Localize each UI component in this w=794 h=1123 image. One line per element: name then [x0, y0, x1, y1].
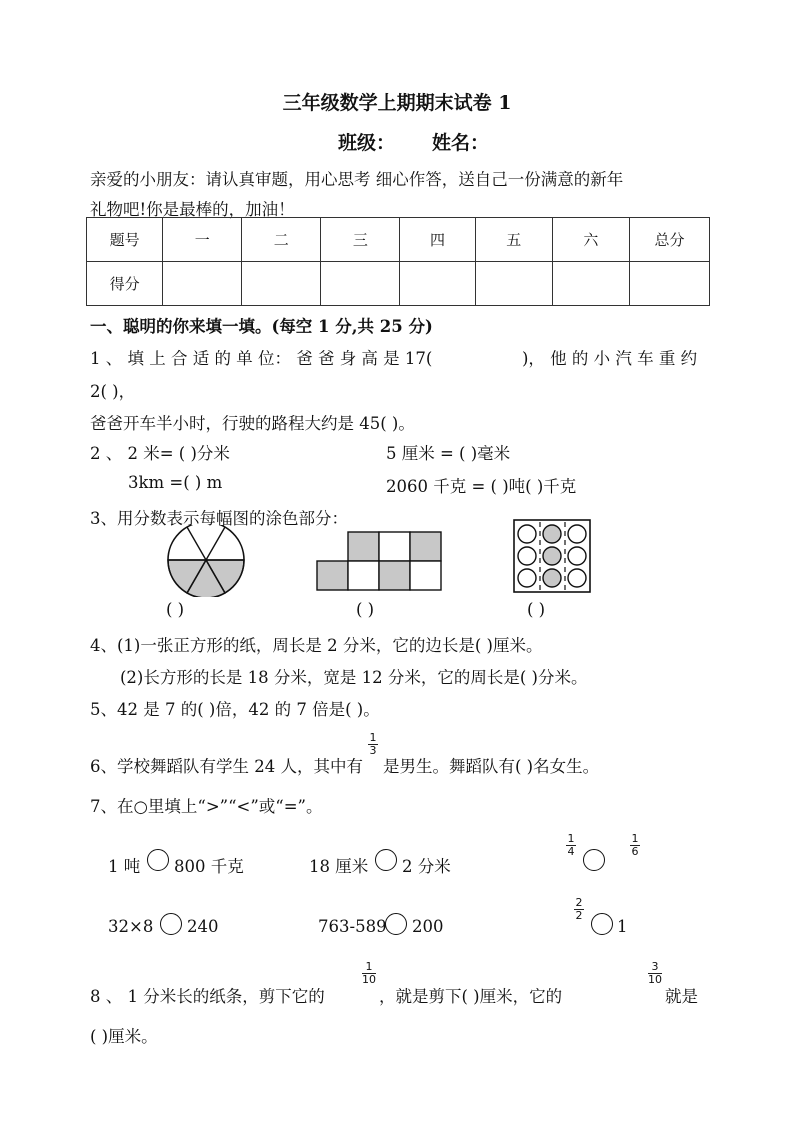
score-cell[interactable] — [163, 262, 242, 306]
q6-fraction — [368, 732, 378, 757]
intro-line-2: 礼物吧!你是最棒的，加油！ — [90, 200, 295, 219]
score-cell[interactable] — [400, 262, 475, 306]
score-row-label: 得分 — [87, 262, 163, 306]
q8-line2: ( )厘米。 — [90, 1027, 158, 1046]
fraction-numerator: 1 — [369, 731, 377, 744]
fraction-denominator: 4 — [567, 845, 575, 858]
score-header-cell: 题号 — [87, 218, 163, 262]
grid-cell — [348, 561, 379, 590]
q7-r2-item-1: 32×8 — [108, 917, 154, 936]
q7-r2-right-value: 1 — [617, 917, 628, 936]
q8-fraction-2 — [648, 961, 662, 986]
q8-c: 就是 — [665, 987, 698, 1006]
grid-cell — [379, 532, 410, 561]
grid-cell-shaded — [348, 532, 379, 561]
q3-grid-figure — [316, 530, 444, 592]
q7-r1-item-4: 2 分米 — [402, 857, 451, 876]
fraction-numerator: 1 — [365, 960, 373, 973]
score-cell[interactable] — [552, 262, 629, 306]
q5: 5、42 是 7 的( )倍，42 的 7 倍是( )。 — [90, 700, 380, 719]
q3-answer-2[interactable]: ( ) — [356, 600, 375, 619]
q6-a: 6、学校舞蹈队有学生 24 人，其中有 — [90, 757, 363, 776]
q2-b: 5 厘米 = ( )毫米 — [386, 444, 511, 463]
grid-cell — [410, 561, 441, 590]
compare-circle[interactable] — [385, 913, 407, 935]
fraction-numerator: 1 — [567, 832, 575, 845]
score-header-cell: 总分 — [629, 218, 709, 262]
fraction-numerator: 1 — [631, 832, 639, 845]
q2-c: 3km =( ) m — [128, 473, 223, 492]
compare-circle[interactable] — [147, 849, 169, 871]
q4-line2: (2)长方形的长是 18 分米，宽是 12 分米，它的周长是( )分米。 — [120, 668, 588, 687]
score-cell[interactable] — [242, 262, 321, 306]
q8-a: 8 、 1 分米长的纸条，剪下它的 — [90, 987, 325, 1006]
fraction-numerator: 3 — [651, 960, 659, 973]
score-table — [86, 217, 710, 306]
q3-answer-1[interactable]: ( ) — [166, 600, 185, 619]
fraction-denominator: 2 — [575, 909, 583, 922]
name-label: 姓名： — [432, 132, 490, 154]
fraction-numerator: 2 — [575, 896, 583, 909]
q7-r1-left-fraction — [566, 833, 576, 858]
q7-r2-item-3: 763-589 — [318, 917, 387, 936]
compare-circle[interactable] — [375, 849, 397, 871]
compare-circle[interactable] — [160, 913, 182, 935]
fraction-denominator: 10 — [648, 973, 662, 986]
grid-cell-shaded — [410, 532, 441, 561]
grid-cell-shaded — [317, 561, 348, 590]
class-label: 班级： — [338, 132, 396, 154]
score-header-cell: 三 — [321, 218, 400, 262]
q7-r1-right-fraction — [630, 833, 640, 858]
q1-line2: 2( )， — [90, 382, 136, 401]
q7-r1-item-1: 1 吨 — [108, 857, 141, 876]
q6-b: 是男生。舞蹈队有( )名女生。 — [383, 757, 600, 776]
q7-r2-fraction — [574, 897, 584, 922]
q1-line1-a: 1 、 填 上 合 适 的 单 位： 爸 爸 身 高 是 17( — [90, 349, 433, 368]
score-header-cell: 一 — [163, 218, 242, 262]
score-header-cell: 五 — [475, 218, 552, 262]
q7-r2-item-2: 240 — [187, 917, 219, 936]
grid-cell-shaded — [379, 561, 410, 590]
compare-circle[interactable] — [591, 913, 613, 935]
q7-prompt: 7、在○里填上“>”“<”或“=”。 — [90, 797, 323, 816]
q7-r1-item-3: 18 厘米 — [309, 857, 369, 876]
q7-r1-item-2: 800 千克 — [174, 857, 244, 876]
q2-a: 2 、 2 米= ( )分米 — [90, 444, 230, 463]
score-header-cell: 六 — [552, 218, 629, 262]
section-1-heading: 一、聪明的你来填一填。(每空 1 分,共 25 分) — [90, 317, 433, 336]
q3-circles-figure — [512, 518, 594, 594]
q4-line1: 4、(1)一张正方形的纸，周长是 2 分米，它的边长是( )厘米。 — [90, 636, 543, 655]
q3-prompt: 3、用分数表示每幅图的涂色部分： — [90, 509, 348, 528]
q3-answer-3[interactable]: ( ) — [527, 600, 546, 619]
q1-line3: 爸爸开车半小时，行驶的路程大约是 45( )。 — [90, 414, 415, 433]
q7-r2-item-4: 200 — [412, 917, 444, 936]
fraction-denominator: 3 — [369, 744, 377, 757]
score-table-header-row — [87, 218, 710, 262]
score-cell[interactable] — [475, 262, 552, 306]
q3-pie-figure — [160, 525, 252, 597]
score-table-score-row — [87, 262, 710, 306]
page-title: 三年级数学上期期末试卷 1 — [282, 92, 512, 114]
score-cell[interactable] — [629, 262, 709, 306]
fraction-denominator: 6 — [631, 845, 639, 858]
q2-d: 2060 千克 = ( )吨( )千克 — [386, 477, 577, 496]
q1-line1-b: )， 他 的 小 汽 车 重 约 — [522, 349, 698, 368]
score-header-cell: 四 — [400, 218, 475, 262]
score-header-cell: 二 — [242, 218, 321, 262]
intro-line-1: 亲爱的小朋友：请认真审题，用心思考 细心作答，送自己一份满意的新年 — [90, 170, 624, 189]
q8-b: ，就是剪下( )厘米，它的 — [379, 987, 563, 1006]
compare-circle[interactable] — [583, 849, 605, 871]
q8-fraction-1 — [362, 961, 376, 986]
score-cell[interactable] — [321, 262, 400, 306]
fraction-denominator: 10 — [362, 973, 376, 986]
